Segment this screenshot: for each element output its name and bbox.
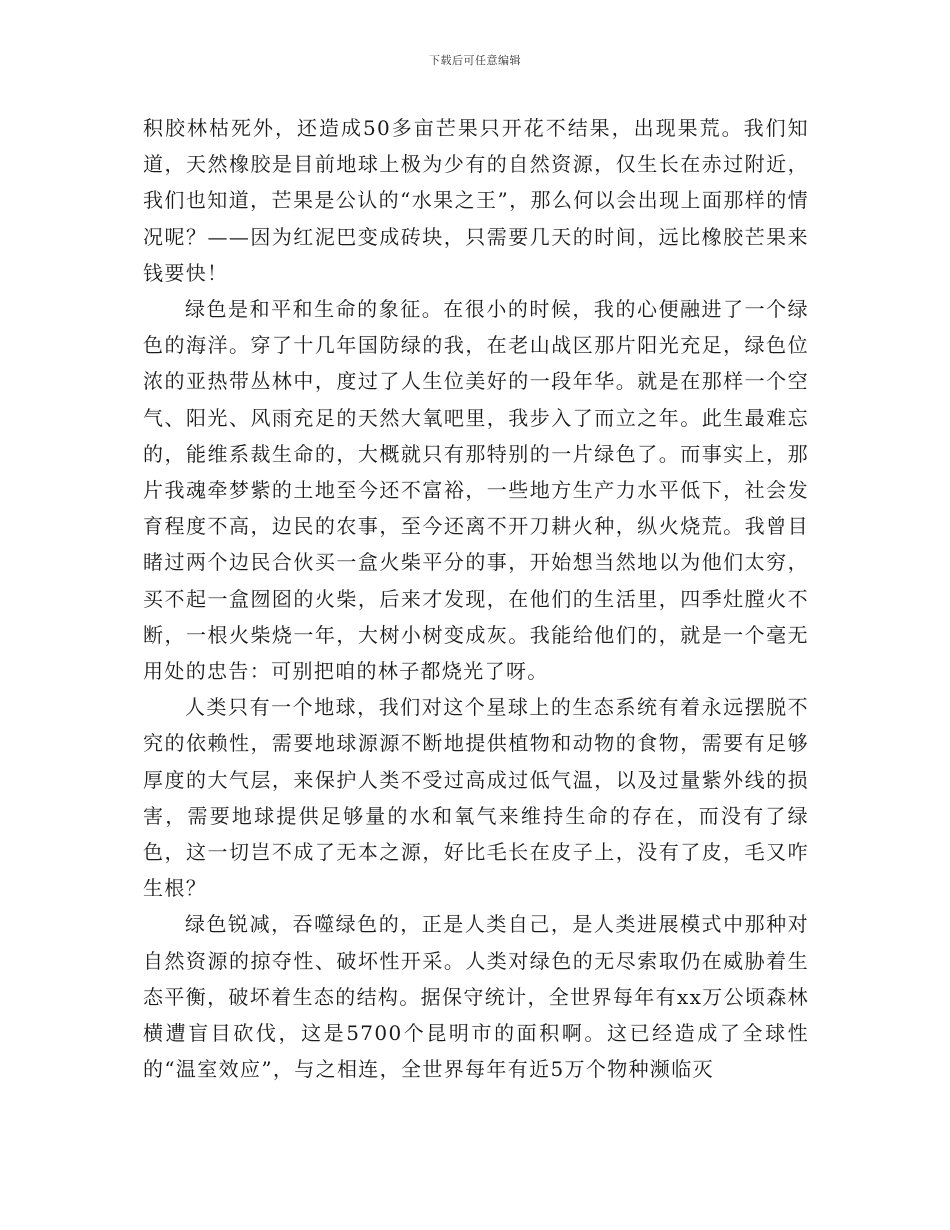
- paragraph-3: 人类只有一个地球，我们对这个星球上的生态系统有着永远摆脱不究的依赖性，需要地球源源不断地提供植物和动物的食物，需要有足够厚度的大气层，来保护人类不受过高成过低气温，以及过量紫外线的损害，需要地球提供足够量的水和氧气来维持生命的存在，而没有了绿色，这一切岂不成了无本之源，好比毛长在皮子上，没有了皮，毛又咋生根？: [143, 695, 809, 901]
- page-header-note: 下载后可任意编辑: [429, 54, 521, 67]
- document-body: [143, 110, 809, 1087]
- paragraph-1: 积胶林枯死外，还造成50多亩芒果只开花不结果，出现果荒。我们知道，天然橡胶是目前地球上极为少有的自然资源，仅生长在赤过附近，我们也知道，芒果是公认的“水果之王”，那么何以会出现上面那样的情况呢？——因为红泥巴变成砖块，只需要几天的时间，远比橡胶芒果来钱要快！: [143, 116, 809, 285]
- paragraph-2: 绿色是和平和生命的象征。在很小的时候，我的心便融进了一个绿色的海洋。穿了十几年国防绿的我，在老山战区那片阳光充足，绿色位浓的亚热带丛林中，度过了人生位美好的一段年华。就是在那样一个空气、阳光、风雨充足的天然大氧吧里，我步入了而立之年。此生最难忘的，能维系裁生命的，大概就只有那特别的一片绿色了。而事实上，那片我魂牵梦紫的土地至今还不富裕，一些地方生产力水平低下，社会发育程度不高，边民的农事，至今还离不开刀耕火种，纵火烧荒。我曾目睹过两个边民合伙买一盒火柴平分的事，开始想当然地以为他们太穷，买不起一盒囫囵的火柴，后来才发现，在他们的生活里，四季灶膛火不断，一根火柴烧一年，大树小树变成灰。我能给他们的，就是一个毫无用处的忠告：可别把咱的林子都烧光了呀。: [143, 297, 809, 684]
- paragraph-4: 绿色锐减，吞噬绿色的，正是人类自己，是人类进展模式中那种对自然资源的掠夺性、破坏性开采。人类对绿色的无尽索取仍在威胁着生态平衡，破坏着生态的结构。据保守统计，全世界每年有xx万公顷森林横遭盲目砍伐，这是5700个昆明市的面积啊。这已经造成了全球性的“温室效应”，与之相连，全世界每年有近5万个物种濒临灭: [143, 912, 809, 1082]
